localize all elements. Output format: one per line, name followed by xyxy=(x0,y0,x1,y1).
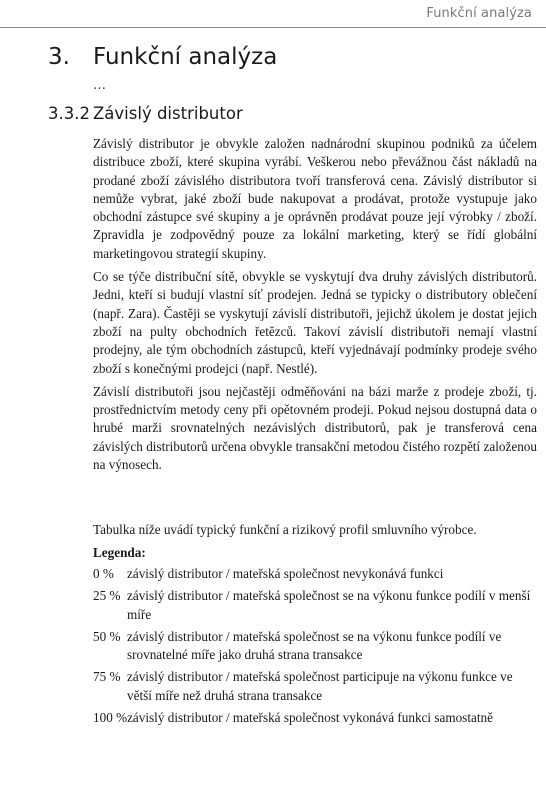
legend-title: Legenda: xyxy=(93,545,146,560)
legend-item xyxy=(93,587,537,624)
legend-percent: 50 % xyxy=(93,628,121,644)
legend-list xyxy=(93,565,537,731)
legend-item xyxy=(93,565,537,583)
legend-item xyxy=(93,709,537,727)
legend-description: závislý distributor / mateřská společnost vykonává funkci samostatně xyxy=(127,710,493,726)
chapter-number: 3. xyxy=(48,44,70,70)
chapter-title: Funkční analýza xyxy=(93,44,278,70)
paragraph: Závislý distributor je obvykle založen nadnárodní skupinou podniků za účelem distribuce zboží, které skupina vyrábí. Veškerou nebo převážnou část nákladů na prodané zboží závislého distributora tvoří transferová cena. Závislý distributor si nemůže vybrat, jaké zboží bude nakupovat a prodávat, protože vystupuje jako obchodní zástupce své skupiny a je oprávněn prodávat pouze její výrobky / zboží. Zpravidla je zodpovědný pouze za lokální marketing, který se řídí globální marketingovou strategií skupiny. xyxy=(93,136,537,261)
chapter-heading xyxy=(48,44,277,70)
table-intro: Tabulka níže uvádí typický funkční a rizikový profil smluvního výrobce. xyxy=(93,522,477,537)
section-heading xyxy=(48,104,243,123)
section-number: 3.3.2 xyxy=(48,104,90,123)
legend-item xyxy=(93,668,537,705)
legend-percent: 75 % xyxy=(93,669,121,685)
header-rule xyxy=(0,27,546,28)
legend-description: závislý distributor / mateřská společnost se na výkonu funkce podílí ve srovnatelné míře jako druhá strana transakce xyxy=(127,628,502,663)
legend-percent: 25 % xyxy=(93,588,121,604)
legend-description: závislý distributor / mateřská společnost se na výkonu funkce podílí v menší míře xyxy=(127,588,531,622)
section-title: Závislý distributor xyxy=(93,104,243,123)
legend-description: závislý distributor / mateřská společnost nevykonává funkci xyxy=(127,566,444,581)
paragraph: Co se týče distribuční sítě, obvykle se vyskytují dva druhy závislých distributorů. Jedni, kteří si budují vlastní síť prodejen. Jedná se typicky o distributory oblečení (např. Zara). Častěji se vyskytují závislí distributoři, jejichž úkolem je dostat jejich zboží na pulty obchodních řetězců. Takoví závislí distributoři nemají vlastní prodejny, ale tým obchodních zástupců, kteří vyjednávají podmínky prodeje svého zboží s konečnými prodejci (např. Nestlé). xyxy=(93,269,537,376)
omission-ellipsis: … xyxy=(93,78,106,93)
legend-item xyxy=(93,628,537,665)
legend-percent: 100 % xyxy=(93,710,128,726)
body-text xyxy=(93,135,537,479)
legend-description: závislý distributor / mateřská společnost participuje na výkonu funkce ve větší míře než druhá strana transakce xyxy=(127,669,513,703)
legend-percent: 0 % xyxy=(93,566,114,581)
paragraph: Závislí distributoři jsou nejčastěji odměňováni na bázi marže z prodeje zboží, tj. prostřednictvím metody ceny při opětovném prodeji. Pokud nejsou dostupná data o hrubé marži srovnatelných nezávislých distributorů, pak je transferová cena závislých distributorů určena obvykle transakční metodou čistého rozpětí založenou na výnosech. xyxy=(93,383,537,473)
running-head: Funkční analýza xyxy=(426,6,532,21)
